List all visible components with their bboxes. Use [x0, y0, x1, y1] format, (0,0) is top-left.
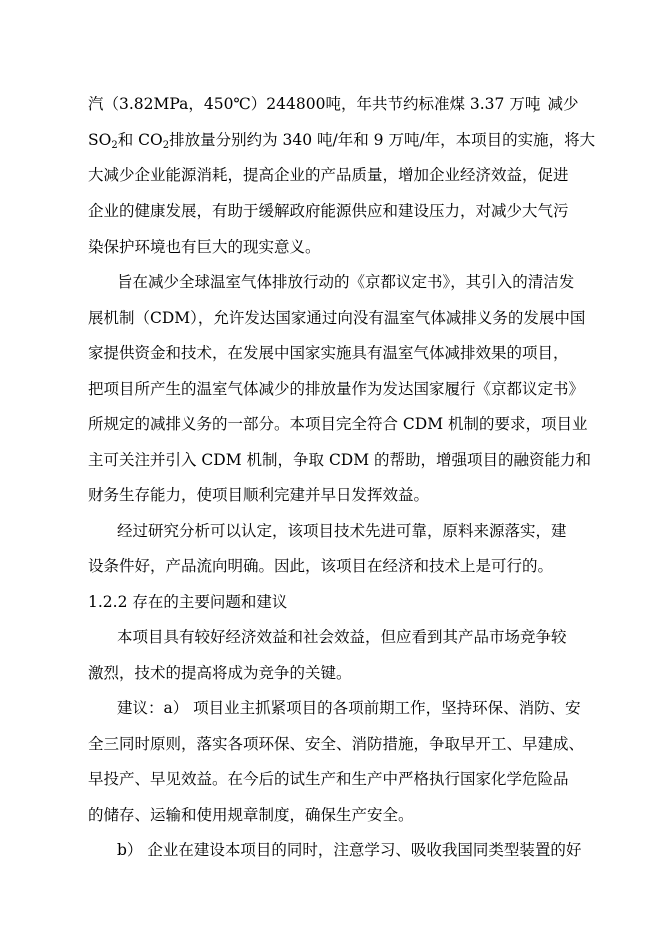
section-heading-text: 1.2.2 存在的主要问题和建议	[88, 593, 288, 611]
text-segment: 设条件好，产品流向明确。因此，该项目在经济和技术上是可行的。	[88, 557, 554, 575]
text-segment: 所规定的减排义务的一部分。本项目完全符合 CDM 机制的要求，项目业	[88, 415, 588, 433]
text-segment: ，减少	[532, 95, 579, 113]
text-line	[0, 655, 662, 691]
text-segment: 染保护环境也有巨大的现实意义。	[88, 238, 321, 256]
subscript: 2	[162, 140, 170, 151]
text-segment: 主可关注并引入 CDM 机制，争取 CDM 的帮助，增强项目的融资能力和	[88, 451, 592, 469]
text-line	[0, 229, 662, 265]
text-segment: 激烈，技术的提高将成为竞争的关键。	[88, 664, 352, 682]
text-line	[0, 406, 662, 442]
text-segment: 全三同时原则，落实各项环保、安全、消防措施，争取早开工、早建成、	[88, 735, 585, 753]
text-line	[0, 371, 662, 407]
text-line	[0, 513, 662, 549]
text-line	[0, 690, 662, 726]
text-line	[0, 264, 662, 300]
subscript: 2	[111, 140, 118, 151]
co-symbol: 和 CO	[117, 131, 163, 149]
text-segment: 财务生存能力，使项目顺利完建并早日发挥效益。	[88, 486, 430, 504]
text-segment: 本项目具有较好经济效益和社会效益，但应看到其产品市场竞争较	[117, 628, 567, 646]
text-segment: 把项目所产生的温室气体减少的排放量作为发达国家履行《京都议定书》	[88, 380, 585, 398]
text-line	[0, 726, 662, 762]
text-line	[0, 797, 662, 833]
text-line	[0, 157, 662, 193]
text-segment: 的储存、运输和使用规章制度，确保生产安全。	[88, 806, 414, 824]
text-line	[0, 86, 662, 122]
text-segment: 早投产、早见效益。在今后的试生产和生产中严格执行国家化学危险品	[88, 770, 569, 788]
text-line	[0, 442, 662, 478]
text-segment: 旨在减少全球温室气体排放行动的《京都议定书》，其引入的清洁发	[117, 273, 575, 291]
text-segment: 排放量分别约为 340 吨/年和 9 万吨/年，本项目的实施，将大	[169, 131, 596, 149]
text-segment	[88, 122, 595, 158]
text-line	[0, 193, 662, 229]
section-heading	[0, 584, 662, 620]
text-segment: b） 企业在建设本项目的同时，注意学习、吸收我国同类型装置的好	[117, 841, 582, 859]
text-line	[0, 335, 662, 371]
text-line	[0, 477, 662, 513]
text-segment: 建议：a） 项目业主抓紧项目的各项前期工作，坚持环保、消防、安	[117, 699, 581, 717]
text-segment: 家提供资金和技术，在发展中国家实施具有温室气体减排效果的项目，	[88, 344, 569, 362]
text-line	[0, 761, 662, 797]
so-symbol: SO	[88, 131, 112, 149]
text-segment: 企业的健康发展，有助于缓解政府能源供应和建设压力，对减少大气污	[88, 202, 569, 220]
text-line	[0, 122, 662, 158]
text-line	[0, 832, 662, 868]
text-segment: 大减少企业能源消耗，提高企业的产品质量，增加企业经济效益，促进	[88, 166, 569, 184]
text-line	[0, 548, 662, 584]
text-segment: 汽（3.82MPa，450℃）244800吨，年共节约标准煤 3.37 万吨	[88, 95, 541, 113]
text-segment: 经过研究分析可以认定，该项目技术先进可靠，原料来源落实，建	[117, 522, 567, 540]
text-line	[0, 300, 662, 336]
text-segment: 展机制（CDM），允许发达国家通过向没有温室气体减排义务的发展中国	[88, 309, 586, 327]
text-line	[0, 619, 662, 655]
